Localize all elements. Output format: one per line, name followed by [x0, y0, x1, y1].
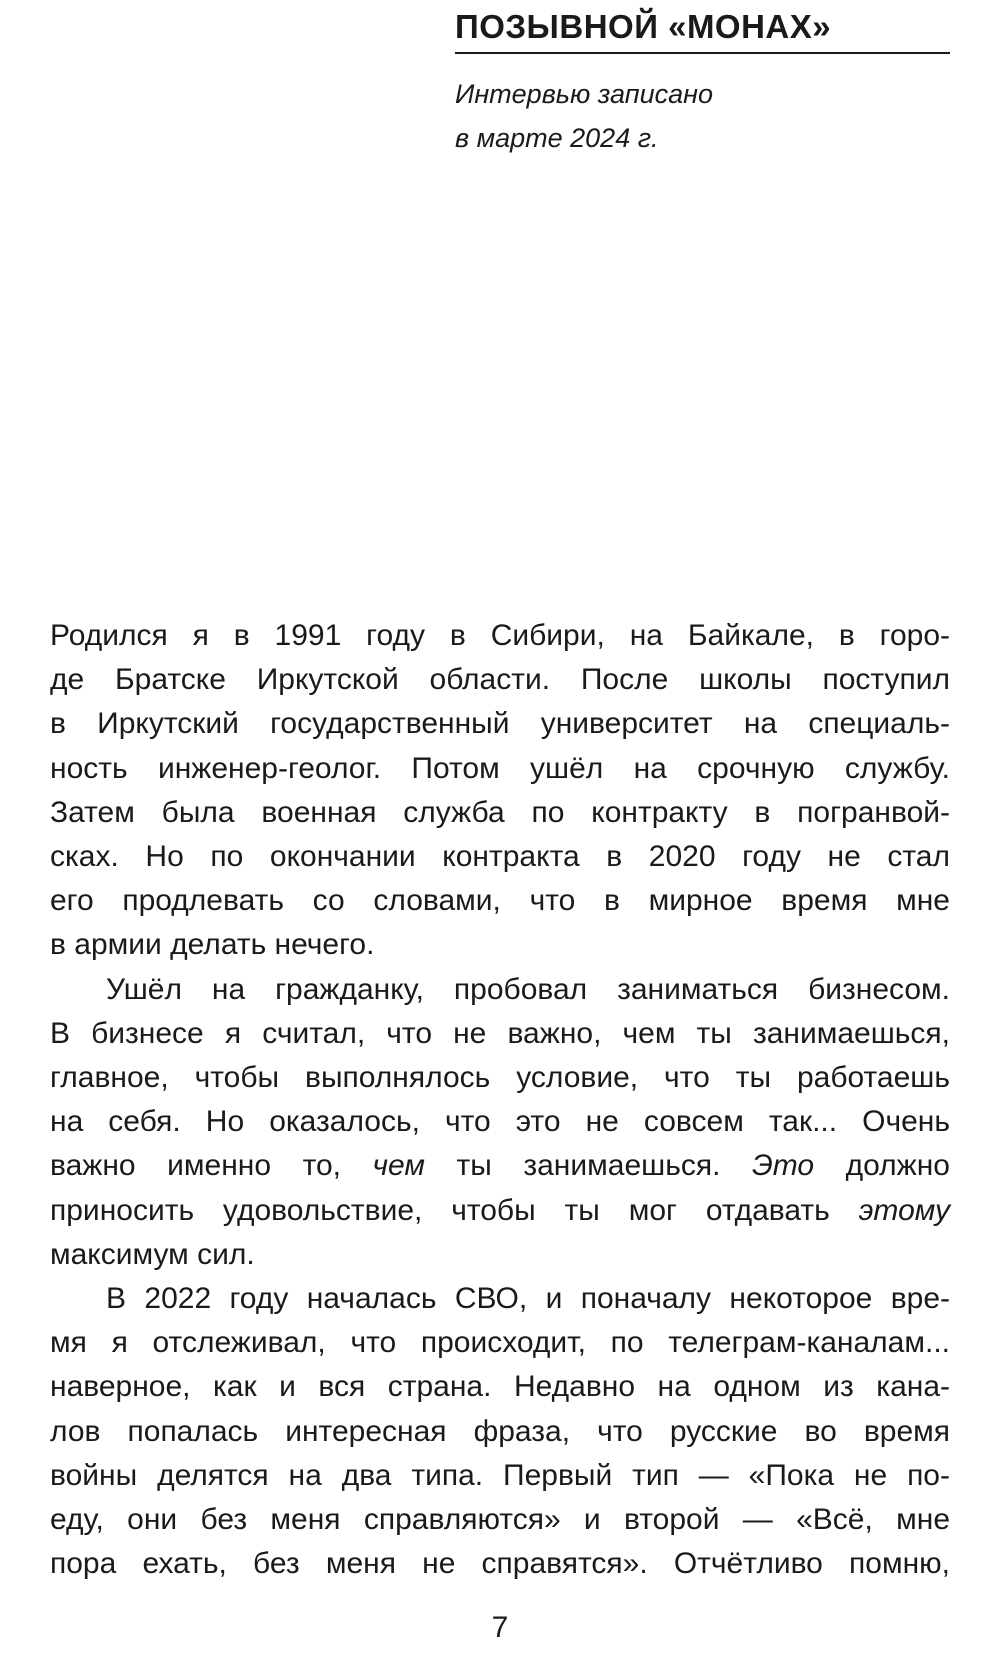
- text-line: на себя. Но оказалось, что это не совсем так... Очень: [50, 1105, 950, 1139]
- text-line: еду, они без меня справляются» и второй — «Всё, мне: [50, 1503, 950, 1537]
- text-line: Ушёл на гражданку, пробовал заниматься бизнесом.: [106, 972, 950, 1006]
- text-line: ность инженер-геолог. Потом ушёл на срочную службу.: [50, 751, 950, 785]
- text-line: его продлевать со словами, что в мирное время мне: [50, 884, 950, 918]
- paragraph-1: [50, 614, 950, 968]
- text-line: в армии делать нечего.: [50, 928, 375, 962]
- interview-note-line-2: в марте 2024 г.: [455, 123, 659, 153]
- text-line: наверное, как и вся страна. Недавно на одном из кана-: [50, 1370, 950, 1404]
- text-line: войны делятся на два типа. Первый тип — «Пока не по-: [50, 1458, 950, 1492]
- text-line: максимум сил.: [50, 1237, 255, 1271]
- chapter-title: ПОЗЫВНОЙ «МОНАХ»: [455, 8, 832, 45]
- text-run: ты занимаешься.: [424, 1149, 752, 1183]
- emphasis-word: этому: [858, 1193, 950, 1227]
- body-text: [50, 614, 950, 1586]
- paragraph-2: [50, 968, 950, 1277]
- title-underline: [455, 52, 950, 54]
- emphasis-word: чем: [372, 1149, 425, 1183]
- text-line: сках. Но по окончании контракта в 2020 году не стал: [50, 840, 950, 874]
- emphasis-word: Это: [751, 1149, 815, 1183]
- text-line-with-emphasis: [50, 1189, 950, 1233]
- text-line: В бизнесе я считал, что не важно, чем ты занимаешься,: [50, 1016, 950, 1050]
- text-run: должно: [814, 1149, 950, 1183]
- interview-note-line-1: Интервью записано: [455, 79, 714, 109]
- text-line: Родился я в 1991 году в Сибири, на Байкале, в горо-: [50, 619, 950, 652]
- page-number: 7: [491, 1611, 509, 1644]
- text-line: пора ехать, без меня не справятся». Отчётливо помню,: [50, 1547, 950, 1581]
- text-line: мя я отслеживал, что происходит, по телеграм-каналам...: [50, 1326, 950, 1360]
- text-run: важно именно то,: [50, 1149, 373, 1183]
- text-run: приносить удовольствие, чтобы ты мог отдавать: [50, 1193, 859, 1227]
- interview-date-note: [455, 72, 713, 160]
- text-line: Затем была военная служба по контракту в погранвой-: [50, 795, 950, 829]
- text-line: В 2022 году началась СВО, и поначалу некоторое вре-: [106, 1282, 950, 1316]
- text-line: де Братске Иркутской области. После школы поступил: [50, 663, 950, 697]
- text-line: главное, чтобы выполнялось условие, что ты работаешь: [50, 1061, 950, 1095]
- paragraph-3: [50, 1277, 950, 1586]
- text-line: в Иркутский государственный университет на специаль-: [50, 707, 950, 741]
- text-line: лов попалась интересная фраза, что русские во время: [50, 1414, 950, 1448]
- text-line-with-emphasis: [50, 1144, 950, 1188]
